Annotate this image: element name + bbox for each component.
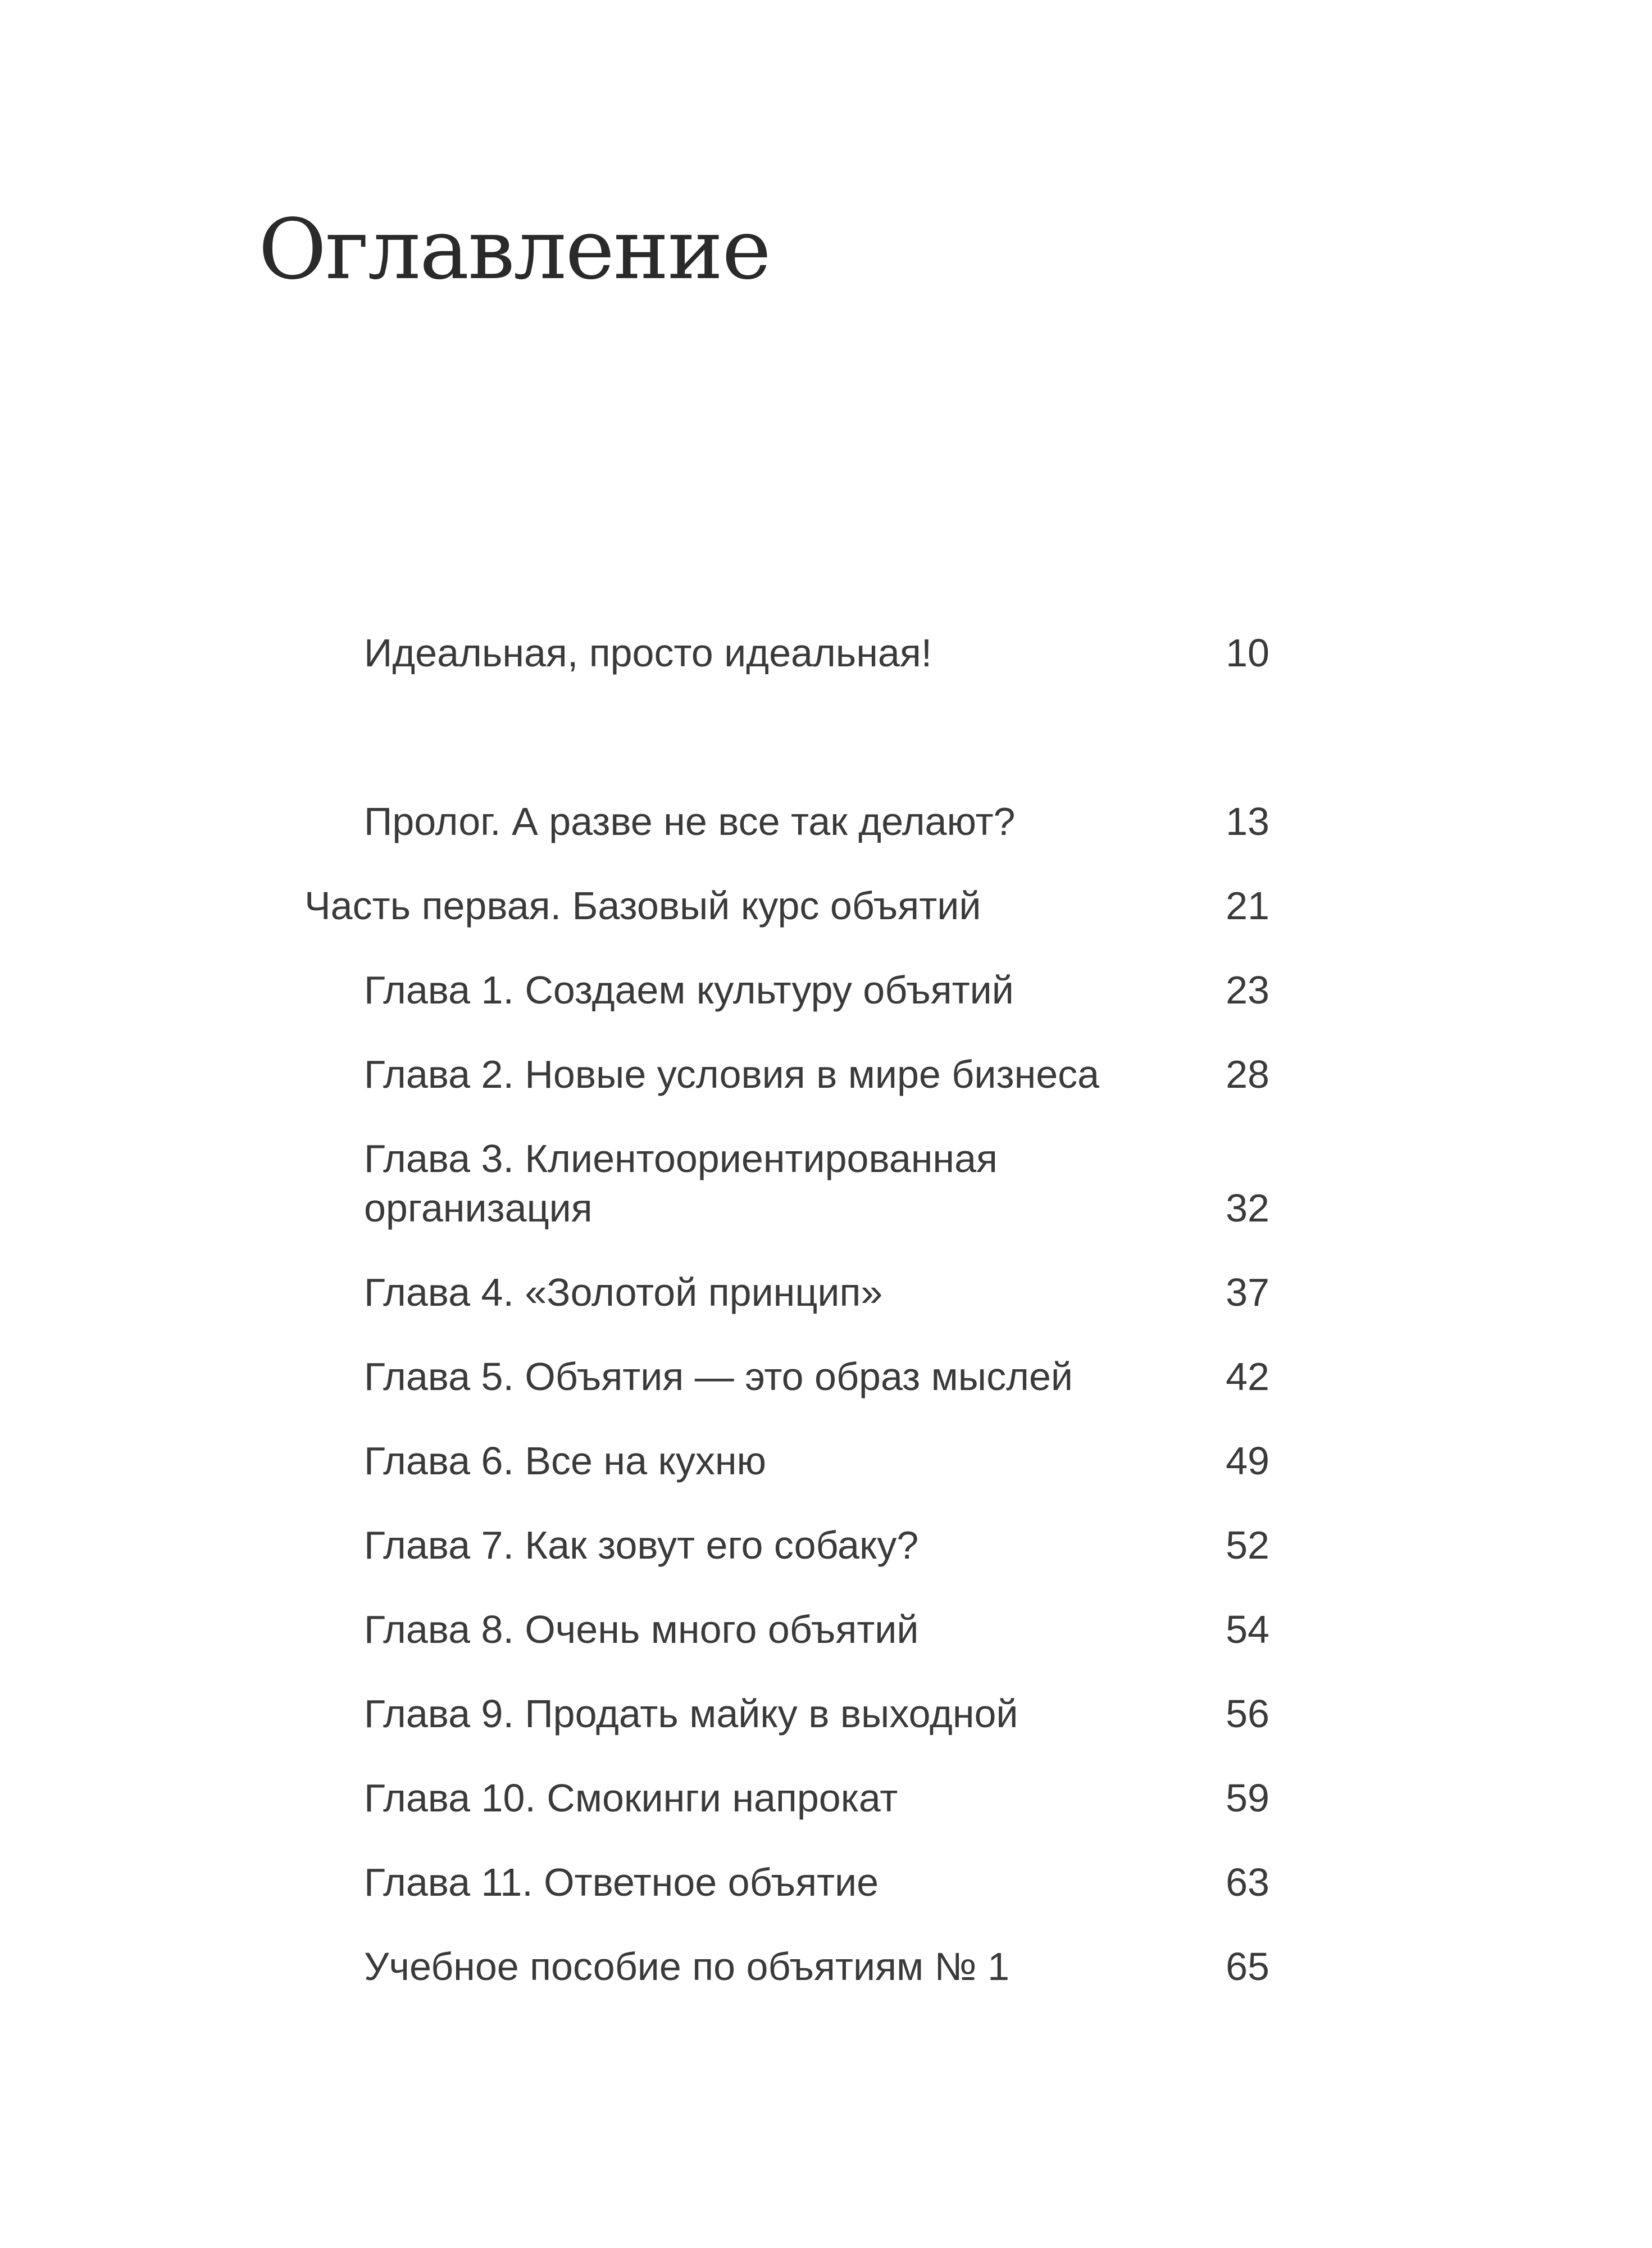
- toc-entry-chapter-6[interactable]: [364, 1436, 1269, 1486]
- toc-entry-title: Глава 1. Создаем культуру объятий: [364, 968, 1014, 1012]
- toc-entry-title-line-1: Глава 3. Клиентоориентированная: [364, 1137, 998, 1180]
- toc-entry-title: Пролог. А разве не все так делают?: [364, 800, 1016, 843]
- toc-entry-workbook-1[interactable]: [364, 1942, 1269, 1991]
- toc-entry-chapter-10[interactable]: [364, 1773, 1269, 1823]
- toc-entry-title: Глава 7. Как зовут его собаку?: [364, 1523, 919, 1567]
- toc-entry-page: 10: [1226, 631, 1269, 675]
- toc-entry-chapter-8[interactable]: [364, 1605, 1269, 1654]
- toc-entry-page: 59: [1226, 1776, 1269, 1820]
- toc-entry-chapter-3[interactable]: [364, 1134, 1269, 1233]
- toc-entry-title: Глава 2. Новые условия в мире бизнеса: [364, 1052, 1100, 1096]
- toc-entry-chapter-4[interactable]: [364, 1268, 1269, 1317]
- toc-entry-chapter-1[interactable]: [364, 965, 1269, 1015]
- toc-entry-part-one[interactable]: [304, 881, 1269, 930]
- toc-entry-title: Глава 5. Объятия — это образ мыслей: [364, 1355, 1073, 1398]
- toc-entry-title: Часть первая. Базовый курс объятий: [304, 884, 981, 928]
- toc-entry-title: Идеальная, просто идеальная!: [364, 631, 932, 675]
- toc-entry-title-line-2: организация: [364, 1186, 593, 1230]
- toc-entry-page: 54: [1226, 1607, 1269, 1651]
- page-title: Оглавление: [258, 201, 770, 298]
- toc-entry-page: 28: [1226, 1052, 1269, 1096]
- toc-entry-page: 65: [1226, 1945, 1269, 1988]
- toc-entry-chapter-11[interactable]: [364, 1858, 1269, 1907]
- toc-entry-intro[interactable]: [364, 628, 1269, 678]
- toc-entry-title: Глава 6. Все на кухню: [364, 1439, 767, 1483]
- toc-entry-page: 23: [1226, 968, 1269, 1012]
- toc-entry-page: 56: [1226, 1692, 1269, 1736]
- toc-entry-page: 21: [1226, 884, 1269, 928]
- toc-entry-page: 37: [1226, 1270, 1269, 1314]
- toc-entry-title: Глава 4. «Золотой принцип»: [364, 1270, 883, 1314]
- toc-entry-title: Глава 11. Ответное объятие: [364, 1860, 879, 1904]
- toc-entry-chapter-7[interactable]: [364, 1520, 1269, 1570]
- toc-entry-chapter-5[interactable]: [364, 1352, 1269, 1401]
- toc-entry-title: Глава 9. Продать майку в выходной: [364, 1692, 1018, 1736]
- toc-entry-page: 49: [1226, 1439, 1269, 1483]
- toc-entry-title: Глава 10. Смокинги напрокат: [364, 1776, 898, 1820]
- toc-entry-page: 42: [1226, 1355, 1269, 1398]
- toc-entry-chapter-9[interactable]: [364, 1689, 1269, 1738]
- toc-entry-page: 52: [1226, 1523, 1269, 1567]
- toc-entry-title: Глава 8. Очень много объятий: [364, 1607, 919, 1651]
- toc-entry-page: 63: [1226, 1860, 1269, 1904]
- toc-entry-prologue[interactable]: [364, 797, 1269, 846]
- toc-entry-page: 32: [1226, 1186, 1269, 1230]
- toc-entry-title: Учебное пособие по объятиям № 1: [364, 1945, 1010, 1988]
- toc-entry-page: 13: [1226, 800, 1269, 843]
- toc-entry-chapter-2[interactable]: [364, 1050, 1269, 1099]
